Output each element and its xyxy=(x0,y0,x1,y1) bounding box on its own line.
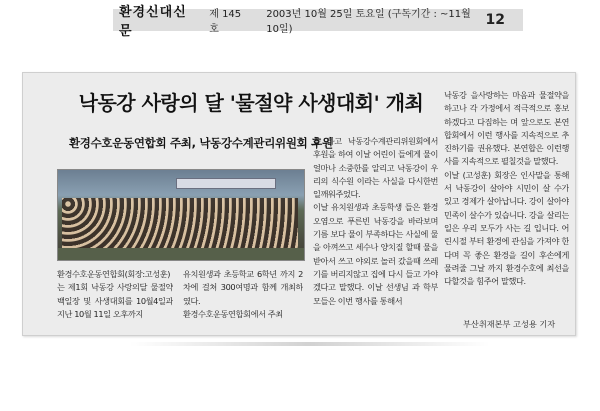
article-column-3 xyxy=(313,135,438,308)
newspaper-masthead xyxy=(113,5,523,39)
article-text: 낙동강 을사랑하는 마음과 물절약을 하고나 각 가정에서 적극적으로 홍보하겠다고 다짐하는 며 앞으로도 본연합회에서 이런 행사를 지속적으로 추진하기를 권유했다. 본연합은 이런행사를 지속적으로 펼칠것을 말했다. 이날 (고성훈) 회장은 인사말을 통해서 낙동강이 살아야 시민이 살 수가 있고 경제가 살아납니다. 강이 살아야 민족이 살수가 있습니다. 강을 살리는 일은 우리 모두가 사는 길 입니다. 어린시절 부터 환경에 관심을 가져야 한다며 꼭 좋은 환경을 길이 후손에게 물려줄 그날 까지 환경수호에 최선을 다할것을 힘주어 말했다. xyxy=(444,90,569,287)
issue-number: 제 145호 xyxy=(209,9,242,35)
photo-ground xyxy=(58,248,304,260)
event-banner xyxy=(176,178,276,189)
paper-name: 환경신대신문 xyxy=(119,5,187,39)
group-photo xyxy=(57,169,305,261)
article-text: 환경수호운동연합회(회장:고성훈)는 제1회 낙동강 사랑의달 물절약 백일장 및 사생대회를 10월4일과 지난 10월 11일 오후까지 xyxy=(57,269,173,319)
crowd-of-children xyxy=(62,198,298,250)
news-clipping xyxy=(22,72,576,336)
article-text: 유치원생과 초등학교 6학년 까지 2차에 걸쳐 300여명과 함께 개최하였다. 환경수호운동연합회에서 주최 xyxy=(183,269,303,319)
date-line: 2003년 10월 25일 토요일 (구독기간 : ~11월 10일) xyxy=(266,9,471,35)
article-column-1 xyxy=(57,268,173,321)
article-byline: 부산취재본부 고성용 기자 xyxy=(463,319,556,329)
article-column-2 xyxy=(183,268,303,321)
page-number: 12 xyxy=(485,12,505,28)
article-subheadline: 환경수호운동연합회 주최, 낙동강수계관리위원회 후원 xyxy=(69,136,333,150)
article-column-4 xyxy=(444,89,569,288)
faded-footer-line xyxy=(130,342,490,346)
article-headline: 낙동강 사랑의 달 '물절약 사생대회' 개최 xyxy=(78,91,424,115)
article-text: 를 하고 낙동강수계관리위원회에서 후원을 하여 이날 어린이 들에게 물이 얼마나 소중한를 알리고 낙동강이 우리의 식수원 이라는 사실을 다시한번 일깨워주었다. 이날 유치원생과 초등학생 들은 환경오염으로 푸른빈 낙동강을 바라보며 기름 보다 물이 부족하다는 사실에 물을 아껴쓰고 세수나 양치질 할때 물을 받아서 쓰고 야외로 놀러 갔을때 쓰레기를 버리지않고 집에 다시 들고 가야겠다고 말했다. 이날 선생님 과 학부모들은 이번 행사를 통해서 xyxy=(313,136,438,306)
